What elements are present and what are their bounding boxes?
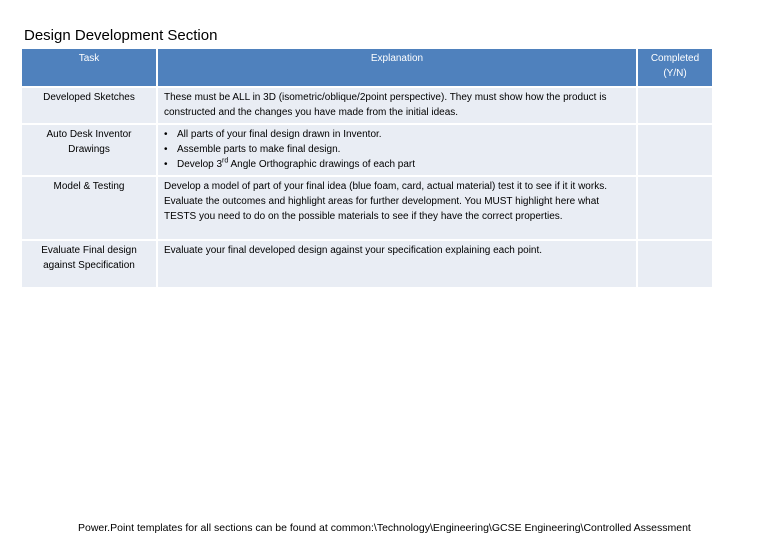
completed-cell[interactable] — [638, 241, 712, 287]
header-task: Task — [22, 49, 156, 86]
completed-cell[interactable] — [638, 125, 712, 175]
explanation-cell: Develop a model of part of your final idea (blue foam, card, actual material) test it to see if it it works. Evaluate the outcomes and highlight areas for further development. You MUST highlight here what TESTS you need to do on the possible materials to see if they have the correct properties. — [158, 177, 636, 239]
explanation-cell: Evaluate your final developed design against your specification explaining each point. — [158, 241, 636, 287]
task-cell: Auto Desk Inventor Drawings — [22, 125, 156, 175]
table-row — [22, 88, 712, 123]
header-explanation: Explanation — [158, 49, 636, 86]
header-completed: Completed (Y/N) — [638, 49, 712, 86]
page-title: Design Development Section — [24, 27, 218, 44]
task-cell: Model & Testing — [22, 177, 156, 239]
completed-cell[interactable] — [638, 88, 712, 123]
bullet-text-pre: Develop 3 — [177, 159, 223, 170]
header-row — [22, 49, 712, 86]
table-row — [22, 125, 712, 175]
bullet-item: • All parts of your final design drawn in Inventor. — [164, 127, 630, 142]
task-cell: Developed Sketches — [22, 88, 156, 123]
bullet-list — [164, 127, 630, 172]
task-cell: Evaluate Final design against Specification — [22, 241, 156, 287]
bullet-item: • Assemble parts to make final design. — [164, 142, 630, 157]
explanation-cell — [158, 125, 636, 175]
bullet-text-post: Angle Orthographic drawings of each part — [228, 159, 416, 170]
table-row — [22, 241, 712, 287]
footer-note: Power.Point templates for all sections can be found at common:\Technology\Engineering\GCSE Engineering\Controlled Assessment — [78, 522, 691, 534]
table-row — [22, 177, 712, 239]
explanation-cell: These must be ALL in 3D (isometric/oblique/2point perspective). They must show how the product is constructed and the changes you have made from the initial ideas. — [158, 88, 636, 123]
task-table — [20, 47, 714, 289]
bullet-item — [164, 157, 630, 172]
completed-cell[interactable] — [638, 177, 712, 239]
ordinal-superscript: rd — [222, 157, 229, 165]
